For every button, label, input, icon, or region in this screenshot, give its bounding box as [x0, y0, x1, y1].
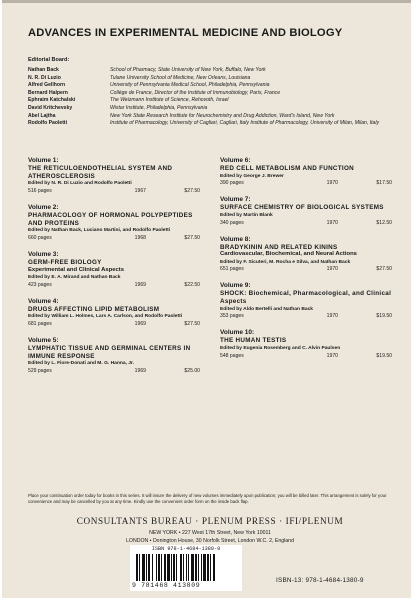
board-member-name: Abel Lajtha	[28, 112, 56, 119]
series-title: ADVANCES IN EXPERIMENTAL MEDICINE AND BIOLOGY	[28, 27, 343, 39]
volume-editors: Edited by L. Fiore-Donati and M. G. Hanna, Jr.	[28, 361, 134, 367]
board-member-name: N. R. Di Luzio	[28, 74, 61, 81]
board-member-affiliation: Collège de France, Director of the Institute of Immunobiology, Paris, France	[110, 89, 281, 96]
volume-entry	[220, 329, 392, 359]
volume-price: $27.50	[184, 187, 200, 194]
volume-year: 1967	[134, 187, 146, 194]
volume-year: 1970	[326, 313, 338, 320]
volume-number: Volume 9:	[220, 282, 251, 290]
volume-price: $12.50	[376, 219, 392, 226]
barcode-bar	[167, 554, 170, 581]
volume-subtitle: Experimental and Clinical Aspects	[28, 266, 125, 273]
board-member-affiliation: School of Pharmacy, State University of New York, Buffalo, New York	[110, 67, 266, 73]
volume-pages: 423 pages	[28, 281, 52, 288]
volume-facts	[28, 282, 200, 289]
barcode-digits: 9 781468 413809	[132, 582, 201, 589]
isbn-label: ISBN 978-1-4684-1380-9	[151, 546, 221, 552]
volume-subtitle: Cardiovascular, Biochemical, and Neural Actions	[220, 251, 357, 258]
volume-year: 1970	[326, 266, 338, 273]
volume-list-left	[28, 157, 200, 384]
volume-number: Volume 7:	[220, 196, 251, 204]
volume-year: 1969	[134, 281, 146, 288]
volume-editors: Edited by George J. Brewer	[220, 173, 284, 179]
volume-editors: Edited by William L. Holmes, Lars A. Carlson, and Rodolfo Paoletti	[28, 314, 183, 320]
volume-number: Volume 2:	[28, 203, 59, 211]
barcode-bar	[207, 554, 209, 581]
continuation-order-note: Place your continuation order today for books in this series. It will insure the delivery of new volumes immediately upon publication; you will be billed later. This arrangement is solely for your convenience and may be cancelled by you at any time. Kindly use the convenient order form on the inside back flap.	[28, 493, 387, 504]
barcode-bar	[158, 554, 160, 581]
isbn-13-label: ISBN-13: 978-1-4684-1380-9	[276, 577, 364, 584]
volume-entry	[28, 298, 200, 328]
editorial-board-label: Editorial Board:	[28, 57, 70, 63]
barcode-bar	[136, 554, 138, 581]
volume-facts	[28, 321, 200, 328]
volume-title: PHARMACOLOGY OF HORMONAL POLYPEPTIDES AND PROTEINS	[28, 211, 193, 227]
volume-entry	[28, 157, 200, 195]
volume-title: THE HUMAN TESTIS	[220, 337, 287, 345]
volume-pages: 340 pages	[220, 219, 244, 226]
board-member-name: Ephraim Katchalski	[28, 97, 76, 104]
volume-price: $19.50	[376, 352, 392, 359]
barcode-bar	[171, 554, 172, 581]
board-member-name: David Kritchevsky	[28, 104, 73, 111]
volume-editors: Edited by E. A. Mirand and Nathan Back	[28, 274, 121, 280]
board-member-affiliation: Wistar Institute, Philadelphia, Pennsylvania	[110, 104, 208, 111]
barcode-bar	[186, 554, 187, 581]
volume-editors: Edited by Eugenia Rosemberg and C. Alvin Paulsen	[220, 345, 341, 351]
barcode-bar	[213, 554, 215, 581]
board-member-affiliation: Institute of Pharmacology, University of Cagliari, Cagliari, Italy Institute of Pharmacology, University of Milan, Milan, Italy	[110, 120, 380, 127]
volume-number: Volume 10:	[220, 329, 255, 337]
board-member	[28, 82, 398, 90]
publisher-address-new-york: NEW YORK • 227 West 17th Street, New York 10011	[149, 530, 271, 536]
barcode-bar	[203, 554, 206, 581]
volume-facts	[220, 180, 392, 187]
volume-editors: Edited by N. R. Di Luzio and Rodolfo Paoletti	[28, 181, 132, 187]
barcode-bar	[156, 554, 157, 581]
volume-facts	[220, 266, 392, 273]
volume-year: 1968	[134, 234, 146, 241]
volume-editors: Edited by Nathan Back, Luciano Martini, and Rodolfo Paoletti	[28, 228, 171, 234]
barcode-bar	[164, 554, 166, 581]
volume-pages: 660 pages	[28, 234, 52, 241]
editorial-board-list	[28, 67, 398, 128]
volume-entry	[220, 196, 392, 226]
volume-facts	[220, 313, 392, 320]
barcode-bar	[142, 554, 145, 581]
volume-pages: 390 pages	[220, 180, 244, 187]
volume-entry	[28, 251, 200, 289]
volume-pages: 651 pages	[220, 266, 244, 273]
volume-number: Volume 6:	[220, 157, 251, 164]
board-member-name: Bernard Halpern	[28, 89, 68, 96]
volume-entry	[28, 204, 200, 242]
barcode-bar	[176, 554, 177, 581]
volume-editors: Edited by Martin Blank	[220, 212, 273, 218]
volume-year: 1970	[326, 180, 338, 187]
barcode-bar	[191, 554, 194, 581]
volume-facts	[220, 353, 392, 360]
volume-price: $25.00	[184, 367, 200, 374]
page-top-edge	[2, 0, 411, 3]
barcode-bar	[201, 554, 202, 581]
publisher-name: CONSULTANTS BUREAU · PLENUM PRESS · IFI/PLENUM	[76, 516, 344, 526]
volume-price: $17.50	[376, 180, 392, 187]
volume-year: 1969	[134, 320, 146, 327]
volume-pages: 529 pages	[28, 367, 52, 374]
board-member	[28, 113, 398, 121]
volume-title: GERM-FREE BIOLOGY	[28, 258, 102, 266]
volume-list-right	[220, 157, 392, 369]
board-member-name: Alfred Gellhorn	[28, 82, 66, 89]
volume-entry	[220, 157, 392, 187]
board-member-name: Nathan Back	[28, 67, 59, 73]
volume-number: Volume 3:	[28, 250, 59, 258]
barcode-bar	[195, 554, 197, 581]
volume-pages: 516 pages	[28, 187, 52, 194]
volume-year: 1969	[134, 367, 146, 374]
board-member-affiliation: University of Pennsylvania Medical School, Philadelphia, Pennsylvania	[110, 82, 270, 89]
volume-pages: 681 pages	[28, 320, 52, 327]
board-member	[28, 75, 398, 83]
board-member	[28, 90, 398, 98]
volume-number: Volume 1:	[28, 157, 59, 164]
volume-facts	[220, 220, 392, 227]
volume-year: 1970	[326, 352, 338, 359]
volume-number: Volume 8:	[220, 235, 251, 243]
volume-number: Volume 4:	[28, 297, 59, 305]
volume-title: LYMPHATIC TISSUE AND GERMINAL CENTERS IN IMMUNE RESPONSE	[28, 344, 191, 360]
volume-facts	[28, 235, 200, 242]
volume-entry	[28, 337, 200, 375]
board-member	[28, 97, 398, 105]
volume-editors: Edited by Aldo Bertelli and Nathan Back	[220, 306, 314, 312]
volume-price: $22.50	[184, 281, 200, 288]
volume-title: SHOCK: Biochemical, Pharmacological, and Clinical Aspects	[220, 290, 392, 305]
barcode-bar	[183, 554, 184, 581]
volume-title: RED CELL METABOLISM AND FUNCTION	[220, 165, 355, 172]
volume-facts	[28, 188, 200, 195]
board-member-affiliation: New York State Research Institute for Neurochemistry and Drug Addiction, Ward's Island, New York	[110, 112, 335, 119]
volume-title: THE RETICULOENDOTHELIAL SYSTEM AND ATHEROSCLEROSIS	[28, 165, 173, 180]
volume-price: $27.50	[184, 320, 200, 327]
barcode-bar	[139, 554, 140, 581]
barcode-bar	[173, 554, 175, 581]
barcode-bar	[180, 554, 182, 581]
volume-title: BRADYKININ AND RELATED KININS	[220, 243, 338, 251]
barcode-bars	[134, 554, 238, 581]
board-member-affiliation: Tulane University School of Medicine, New Orleans, Louisiana	[110, 74, 251, 81]
board-member-name: Rodolfo Paoletti	[28, 120, 68, 127]
volume-price: $19.50	[376, 313, 392, 320]
volume-year: 1970	[326, 219, 338, 226]
volume-price: $27.50	[184, 234, 200, 241]
barcode-bar	[210, 554, 211, 581]
publisher-address-london: LONDON • Donington House, 30 Norfolk Street, London W.C. 2, England	[126, 538, 294, 544]
volume-entry	[220, 282, 392, 320]
volume-entry	[220, 236, 392, 274]
barcode-bar	[148, 554, 150, 581]
volume-editors: Edited by F. Sicuteri, M. Rocha e Silva, and Nathan Back	[220, 259, 351, 265]
board-member	[28, 67, 398, 75]
volume-title: DRUGS AFFECTING LIPID METABOLISM	[28, 305, 160, 313]
back-cover-page	[2, 0, 411, 598]
volume-price: $27.50	[376, 266, 392, 273]
volume-pages: 353 pages	[220, 313, 244, 320]
board-member	[28, 120, 398, 128]
barcode-label	[130, 545, 242, 591]
volume-number: Volume 5:	[28, 336, 59, 344]
barcode-bar	[161, 554, 162, 581]
volume-pages: 548 pages	[220, 352, 244, 359]
board-member-affiliation: The Weizmann Institute of Science, Rehovoth, Israel	[110, 97, 229, 104]
board-member	[28, 105, 398, 113]
barcode-bar	[152, 554, 153, 581]
barcode-bar	[198, 554, 199, 581]
volume-facts	[28, 368, 200, 375]
barcode-bar	[146, 554, 147, 581]
barcode-bar	[188, 554, 189, 581]
volume-title: SURFACE CHEMISTRY OF BIOLOGICAL SYSTEMS	[220, 204, 384, 212]
